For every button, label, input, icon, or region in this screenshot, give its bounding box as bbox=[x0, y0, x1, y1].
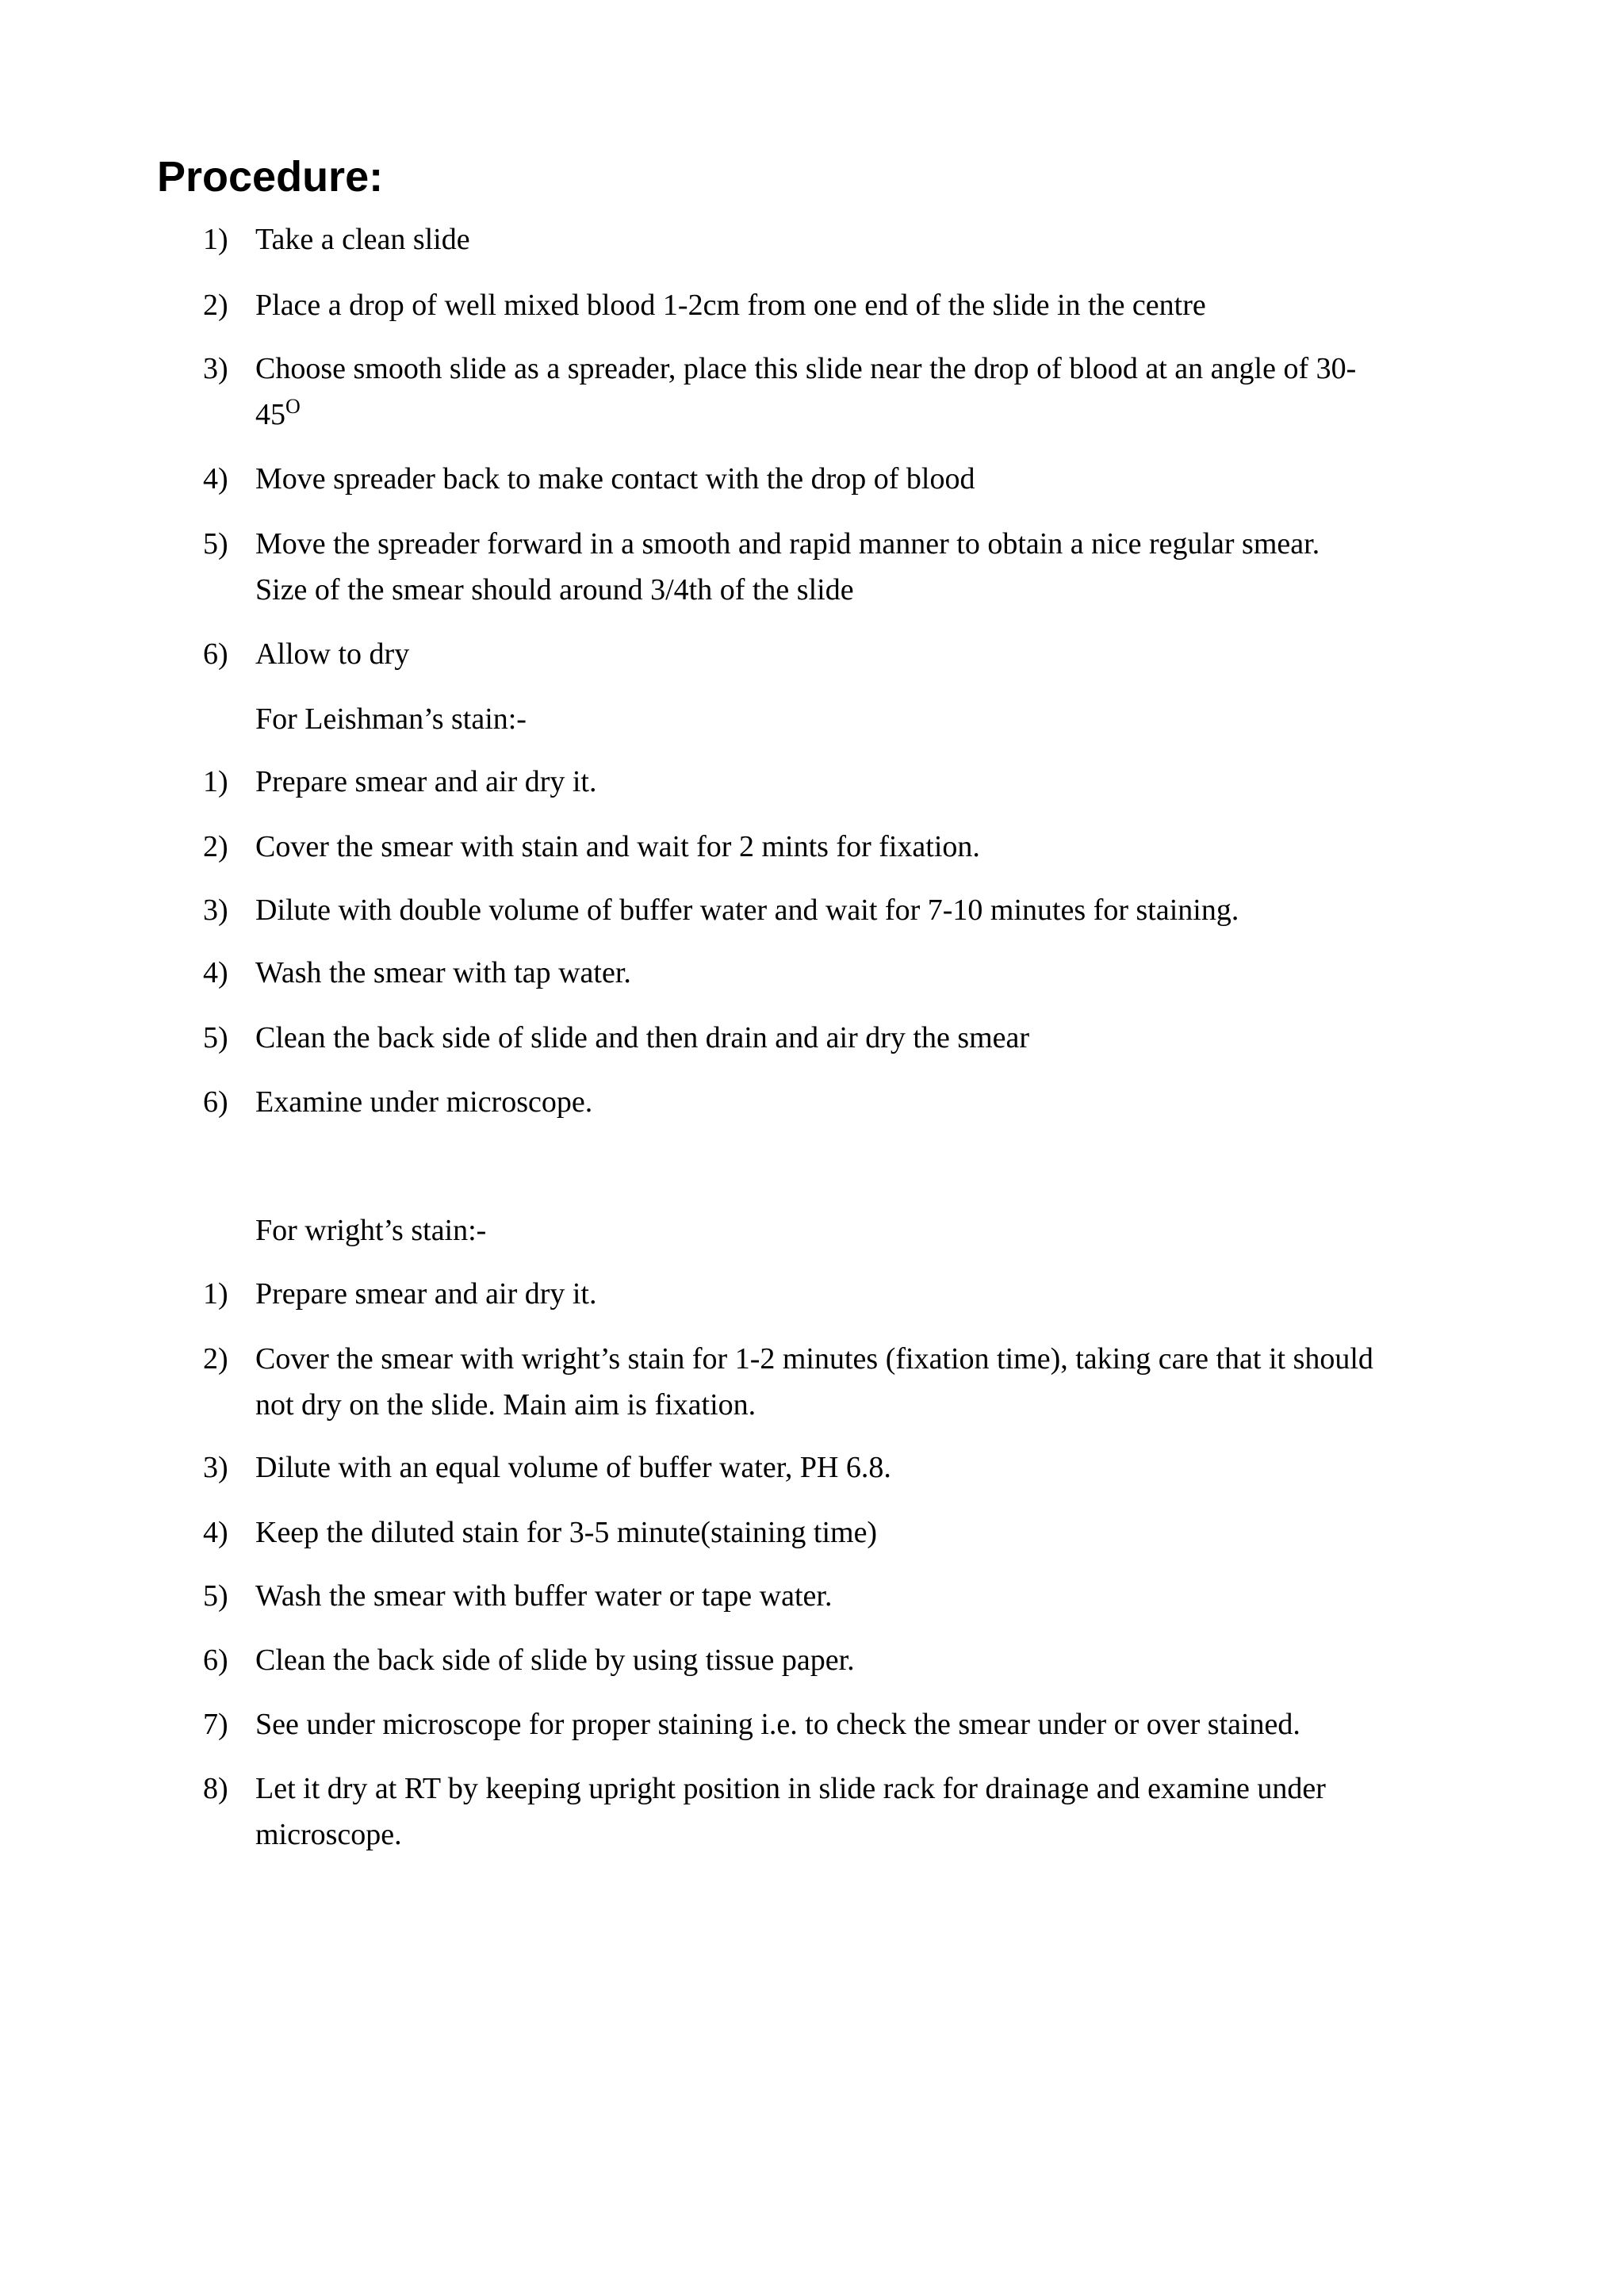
step-text-continuation: microscope. bbox=[255, 1818, 402, 1851]
step-number: 7) bbox=[203, 1708, 228, 1741]
step-number: 1) bbox=[203, 1277, 228, 1311]
step-number: 8) bbox=[203, 1772, 228, 1805]
step-text: Clean the back side of slide by using tissue paper. bbox=[255, 1644, 855, 1677]
step-number: 4) bbox=[203, 1516, 228, 1549]
step-number: 2) bbox=[203, 1342, 228, 1376]
angle-value: 45 bbox=[255, 398, 285, 431]
step-number: 2) bbox=[203, 289, 228, 322]
step-number: 6) bbox=[203, 637, 228, 671]
document-page: Procedure: 1) Take a clean slide 2) Place a drop of well mixed blood 1-2cm from one end of the slide in the centre 3) Choose smooth slide as a spreader, place this slide near the drop of blood at an angle of 30- $45^O$ 4) Move spreader back to make contact with the drop of blood 5) Move the spreader forward in a smooth and rapid manner to obtain a nice regular smear. Size of the smear should around 3/4th of the slide 6) Allow to dry For Leishman’s stain:- 1) Prepare smear and air dry it. 2) Cover the smear with stain and wait for 2 mints for fixation. 3) Dilute with double volume of buffer water and wait for 7-10 minutes for staining. 4) Wash the smear with tap water. 5) Clean the back side of slide and then drain and air dry the smear 6) Examine under microscope. For wright’s stain:- 1) Prepare smear and air dry it. 2) Cover the smear with wright’s stain for 1-2 minutes (fixation time), taking care that it should not dry on the slide. Main aim is fixation. 3) Dilute with an equal volume of buffer water, PH 6.8. 4) Keep the diluted stain for 3-5 minute(staining time) 5) Wash the smear with buffer water or tape water. 6) Clean the back side of slide by using tissue paper. 7) See under microscope for proper staining i.e. to check the smear under or over stained. 8) Let it dry at RT by keeping upright position in slide rack for drainage and examine under microscope. bbox=[0, 0, 1624, 2296]
step-text: Cover the smear with wright’s stain for 1-2 minutes (fixation time), taking care that it should bbox=[255, 1342, 1373, 1376]
step-number: 6) bbox=[203, 1085, 228, 1119]
step-text: Let it dry at RT by keeping upright position in slide rack for drainage and examine under bbox=[255, 1772, 1326, 1805]
step-text: Dilute with double volume of buffer water and wait for 7-10 minutes for staining. bbox=[255, 894, 1239, 927]
step-text: Cover the smear with stain and wait for 2 mints for fixation. bbox=[255, 830, 980, 863]
degree-superscript: O bbox=[285, 395, 301, 418]
step-text: Move the spreader forward in a smooth and rapid manner to obtain a nice regular smear. bbox=[255, 527, 1320, 561]
step-text: Wash the smear with tap water. bbox=[255, 956, 631, 989]
step-number: 5) bbox=[203, 527, 228, 561]
step-number: 6) bbox=[203, 1644, 228, 1677]
step-text: Dilute with an equal volume of buffer water, PH 6.8. bbox=[255, 1451, 891, 1484]
step-text: Keep the diluted stain for 3-5 minute(staining time) bbox=[255, 1516, 878, 1549]
page-title: Procedure: bbox=[157, 153, 384, 201]
step-text: Examine under microscope. bbox=[255, 1085, 593, 1119]
step-text: Clean the back side of slide and then drain and air dry the smear bbox=[255, 1021, 1030, 1054]
step-number: 4) bbox=[203, 956, 228, 989]
step-number: 3) bbox=[203, 894, 228, 927]
step-text: Prepare smear and air dry it. bbox=[255, 765, 597, 798]
step-number: 1) bbox=[203, 223, 228, 256]
step-text: Prepare smear and air dry it. bbox=[255, 1277, 597, 1311]
step-text: See under microscope for proper staining i.e. to check the smear under or over stained. bbox=[255, 1708, 1300, 1741]
step-number: 4) bbox=[203, 462, 228, 496]
step-text-continuation: not dry on the slide. Main aim is fixation. bbox=[255, 1388, 756, 1422]
step-text: Place a drop of well mixed blood 1-2cm from one end of the slide in the centre bbox=[255, 289, 1206, 322]
step-number: 3) bbox=[203, 352, 228, 385]
step-number: 3) bbox=[203, 1451, 228, 1484]
step-number: 5) bbox=[203, 1021, 228, 1054]
step-number: 5) bbox=[203, 1579, 228, 1613]
step-text: Move spreader back to make contact with the drop of blood bbox=[255, 462, 975, 496]
step-number: 1) bbox=[203, 765, 228, 798]
step-text: Allow to dry bbox=[255, 637, 410, 671]
step-number: 2) bbox=[203, 830, 228, 863]
step-text-continuation bbox=[255, 392, 301, 437]
step-text-continuation: Size of the smear should around 3/4th of the slide bbox=[255, 573, 854, 607]
step-text: Choose smooth slide as a spreader, place this slide near the drop of blood at an angle of 30- bbox=[255, 352, 1357, 385]
step-text: Take a clean slide bbox=[255, 223, 470, 256]
step-text: Wash the smear with buffer water or tape water. bbox=[255, 1579, 833, 1613]
